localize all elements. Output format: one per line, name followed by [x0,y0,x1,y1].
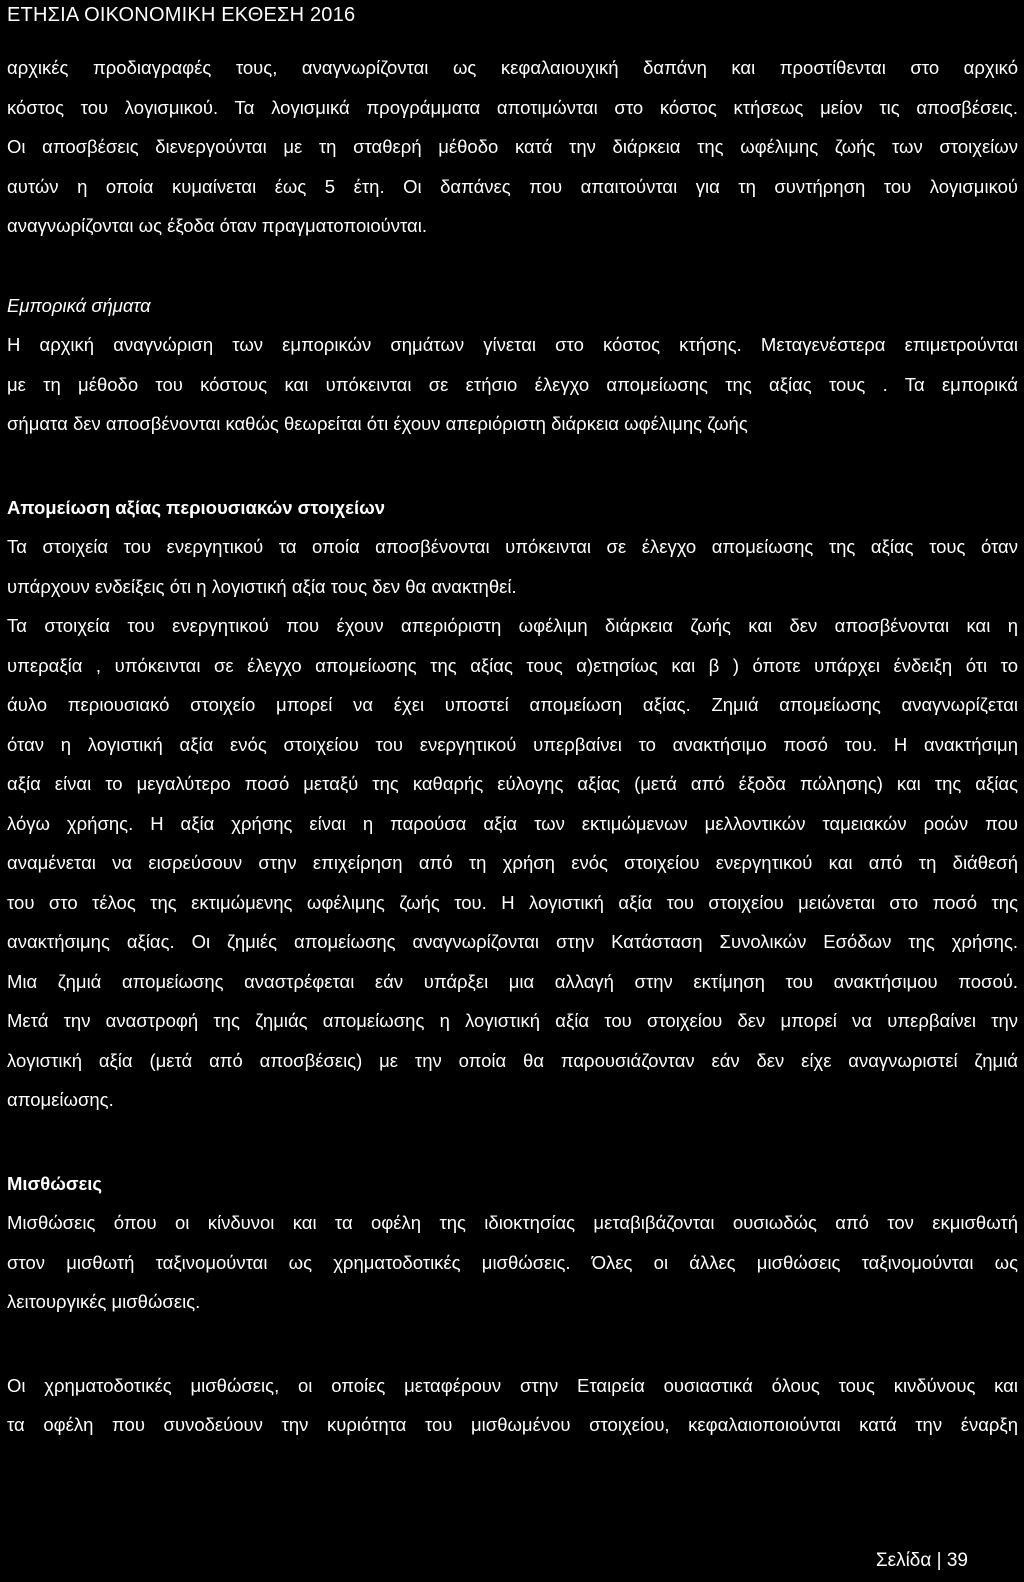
impairment-paragraph [7,527,1018,1120]
paragraph-line: με τη μέθοδο του κόστους και υπόκεινται σε ετήσιο έλεγχο απομείωσης της αξίας τους . Τα εμπορικά [7,373,1018,395]
paragraph-line: απομείωσης. [7,1089,114,1110]
paragraph-line: λογιστική αξία (μετά από αποσβέσεις) με την οποία θα παρουσιάζονταν εάν δεν είχε αναγνωριστεί ζημιά [7,1049,1018,1071]
paragraph-line: όταν η λογιστική αξία ενός στοιχείου του ενεργητικού υπερβαίνει το ανακτήσιμο ποσό του. Η ανακτήσιμη [7,733,1018,755]
paragraph-line: αυτών η οποία κυμαίνεται έως 5 έτη. Οι δαπάνες που απαιτούνται για τη συντήρηση του λογισμικού [7,175,1018,197]
spacer [7,1322,1018,1366]
paragraph-line: αξία είναι το μεγαλύτερο ποσό μεταξύ της καθαρής εύλογης αξίας (μετά από έξοδα πώλησης) και της αξίας [7,773,1018,794]
document-header: ΕΤΗΣΙΑ ΟΙΚΟΝΟΜΙΚΗ ΕΚΘΕΣΗ 2016 [7,4,356,26]
section-heading-leases: Μισθώσεις [7,1172,103,1194]
paragraph-line: Μετά την αναστροφή της ζημιάς απομείωσης η λογιστική αξία του στοιχείου δεν μπορεί να υπερβαίνει την [7,1010,1018,1031]
paragraph-line: Τα στοιχεία του ενεργητικού που έχουν απεριόριστη ωφέλιμη διάρκεια ζωής και δεν αποσβένονται και η [7,615,1018,636]
paragraph-line: λειτουργικές μισθώσεις. [7,1291,201,1312]
paragraph-line: αναμένεται να εισρεύσουν στην επιχείρηση από τη χρήση ενός στοιχείου ενεργητικού και από τη διάθεσή [7,852,1018,873]
page-number: Σελίδα | 39 [875,1550,968,1571]
paragraph-line: του στο τέλος της εκτιμώμενης ωφέλιμης ζωής του. Η λογιστική αξία του στοιχείου μειώνεται στο ποσό της [7,891,1018,913]
spacer [7,246,1018,286]
paragraph-line: αρχικές προδιαγραφές τους, αναγνωρίζονται ως κεφαλαιουχική δαπάνη και προστίθενται στο αρχικό [7,57,1018,78]
paragraph-line: αναγνωρίζονται ως έξοδα όταν πραγματοποιούνται. [7,215,427,236]
paragraph-line: λόγω χρήσης. Η αξία χρήσης είναι η παρούσα αξία των εκτιμώμενων μελλοντικών ταμειακών ροών που [7,812,1018,834]
paragraph-line: Οι αποσβέσεις διενεργούνται με τη σταθερή μέθοδο κατά την διάρκεια της ωφέλιμης ζωής των στοιχείων [7,136,1018,157]
spacer [7,1120,1018,1164]
paragraph-line: Τα στοιχεία του ενεργητικού τα οποία αποσβένονται υπόκεινται σε έλεγχο απομείωσης της αξίας τους όταν [7,536,1018,557]
intro-paragraph [7,48,1018,246]
document-body [7,48,1018,1445]
paragraph-line: Μια ζημιά απομείωσης αναστρέφεται εάν υπάρξει μια αλλαγή στην εκτίμηση του ανακτήσιμου ποσού. [7,970,1018,992]
paragraph-line: υπάρχουν ενδείξεις ότι η λογιστική αξία τους δεν θα ανακτηθεί. [7,575,517,597]
paragraph-line: τα οφέλη που συνοδεύουν την κυριότητα του μισθωμένου στοιχείου, κεφαλαιοποιούνται κατά την έναρξη [7,1414,1018,1435]
leases-paragraph-2 [7,1366,1018,1445]
paragraph-line: ανακτήσιμης αξίας. Οι ζημιές απομείωσης αναγνωρίζονται στην Κατάσταση Συνολικών Εσόδων της χρήσης. [7,931,1018,952]
paragraph-line: Οι χρηματοδοτικές μισθώσεις, οι οποίες μεταφέρουν στην Εταιρεία ουσιαστικά όλους τους κινδύνους και [7,1374,1018,1396]
paragraph-line: άυλο περιουσιακό στοιχείο μπορεί να έχει υποστεί απομείωση αξίας. Ζημιά απομείωσης αναγνωρίζεται [7,694,1018,715]
section-heading-trademarks: Εμπορικά σήματα [7,294,151,316]
section-heading-impairment: Απομείωση αξίας περιουσιακών στοιχείων [7,496,386,518]
paragraph-line: υπεραξία , υπόκεινται σε έλεγχο απομείωσης της αξίας τους α)ετησίως και β ) όποτε υπάρχει ένδειξη ότι το [7,654,1018,676]
trademarks-paragraph [7,325,1018,444]
paragraph-line: στον μισθωτή ταξινομούνται ως χρηματοδοτικές μισθώσεις. Όλες οι άλλες μισθώσεις ταξινομούνται ως [7,1251,1018,1273]
spacer [7,444,1018,488]
leases-paragraph [7,1203,1018,1322]
paragraph-line: Μισθώσεις όπου οι κίνδυνοι και τα οφέλη της ιδιοκτησίας μεταβιβάζονται ουσιωδώς από τον εκμισθωτή [7,1212,1018,1233]
paragraph-line: Η αρχική αναγνώριση των εμπορικών σημάτων γίνεται στο κόστος κτήσης. Μεταγενέστερα επιμετρούνται [7,334,1018,355]
paragraph-line: κόστος του λογισμικού. Τα λογισμικά προγράμματα αποτιμώνται στο κόστος κτήσεως μείον τις αποσβέσεις. [7,96,1018,118]
paragraph-line: σήματα δεν αποσβένονται καθώς θεωρείται ότι έχουν απεριόριστη διάρκεια ωφέλιμης ζωής [7,413,748,434]
